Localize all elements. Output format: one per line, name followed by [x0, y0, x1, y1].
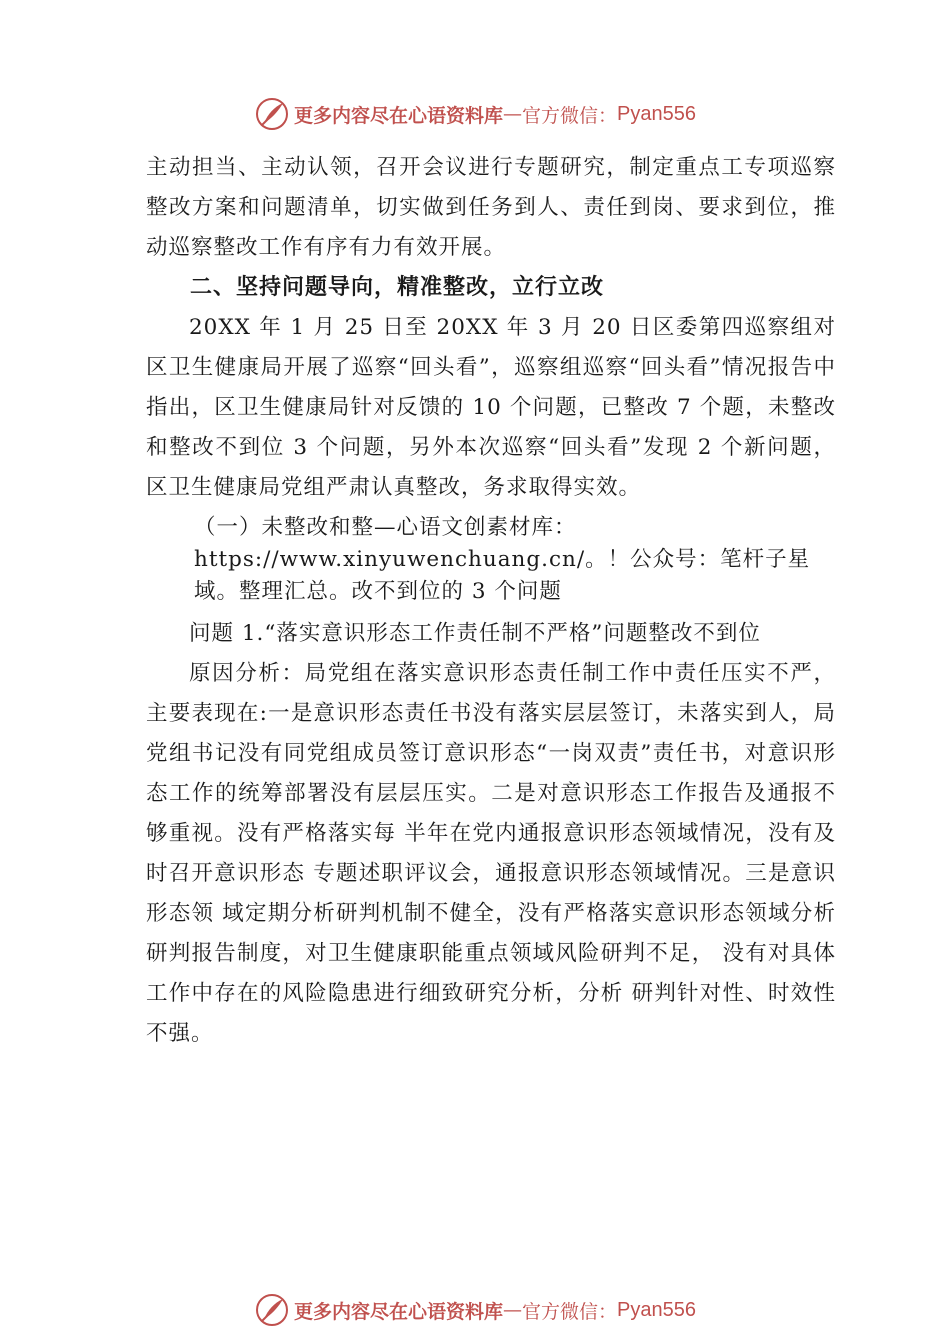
watermark-banner-bottom [0, 1290, 950, 1330]
watermark-official-label: 官方微信： [522, 104, 618, 127]
watermark-wechat-id: Pyan556 [617, 102, 696, 125]
paragraph-cause-analysis: 原因分析：局党组在落实意识形态责任制工作中责任压实不严，主要表现在:一是意识形态责任书没有落实层层签订，未落实到人，局党组书记没有同党组成员签订意识形态“一岗双责”责任书，对意识形态工作的统筹部署没有层层压实。二是对意识形态工作报告及通报不够重视。没有严格落实每 半年在党内通报意识形态领域情况，没有及时召开意识形态 专题述职评议会，通报意识形态领域情况。三是意识形态领 域定期分析研判机制不健全，没有严格落实意识形态领域分析研判报告制度，对卫生健康职能重点领域风险研判不足， 没有对具体工作中存在的风险隐患进行细致研究分析，分析 研判针对性、时效性不强。 [146, 661, 836, 1046]
watermark-wechat-id: Pyan556 [617, 1298, 696, 1321]
quill-pen-icon [254, 1292, 290, 1328]
watermark-brand: 更多内容尽在心语资料库 [294, 1300, 504, 1323]
watermark-separator: — [503, 1299, 523, 1321]
paragraph-inspection-report: 20XX 年 1 月 25 日至 20XX 年 3 月 20 日区委第四巡察组对区卫生健康局开展了巡察“回头看”，巡察组巡察“回头看”情况报告中指出，区卫生健康局针对反馈的 10 个问题，已整改 7 个题，未整改和整改不到位 3 个问题，另外本次巡察“回头看”发现 2 个新问题，区卫生健康局党组严肃认真整改，务求取得实效。 [146, 315, 836, 500]
watermark-official-label: 官方微信： [522, 1300, 618, 1323]
document-body [146, 148, 836, 1054]
paragraph-intro: 主动担当、主动认领，召开会议进行专题研究，制定重点工专项巡察整改方案和问题清单，切实做到任务到人、责任到岗、要求到位，推动巡察整改工作有序有力有效开展。 [146, 155, 836, 260]
section-heading-2: 二、坚持问题导向，精准整改，立行立改 [190, 275, 605, 300]
watermark-banner-top [0, 94, 950, 134]
quill-pen-icon [254, 96, 290, 132]
problem-1-title: 问题 1.“落实意识形态工作责任制不严格”问题整改不到位 [189, 621, 761, 646]
subsection-heading-1: （一）未整改和整—心语文创素材库：https://www.xinyuwenchuang.cn/。！公众号：笔杆子星域。整理汇总。改不到位的 3 个问题 [194, 515, 811, 604]
watermark-brand: 更多内容尽在心语资料库 [294, 104, 504, 127]
watermark-separator: — [503, 103, 523, 125]
